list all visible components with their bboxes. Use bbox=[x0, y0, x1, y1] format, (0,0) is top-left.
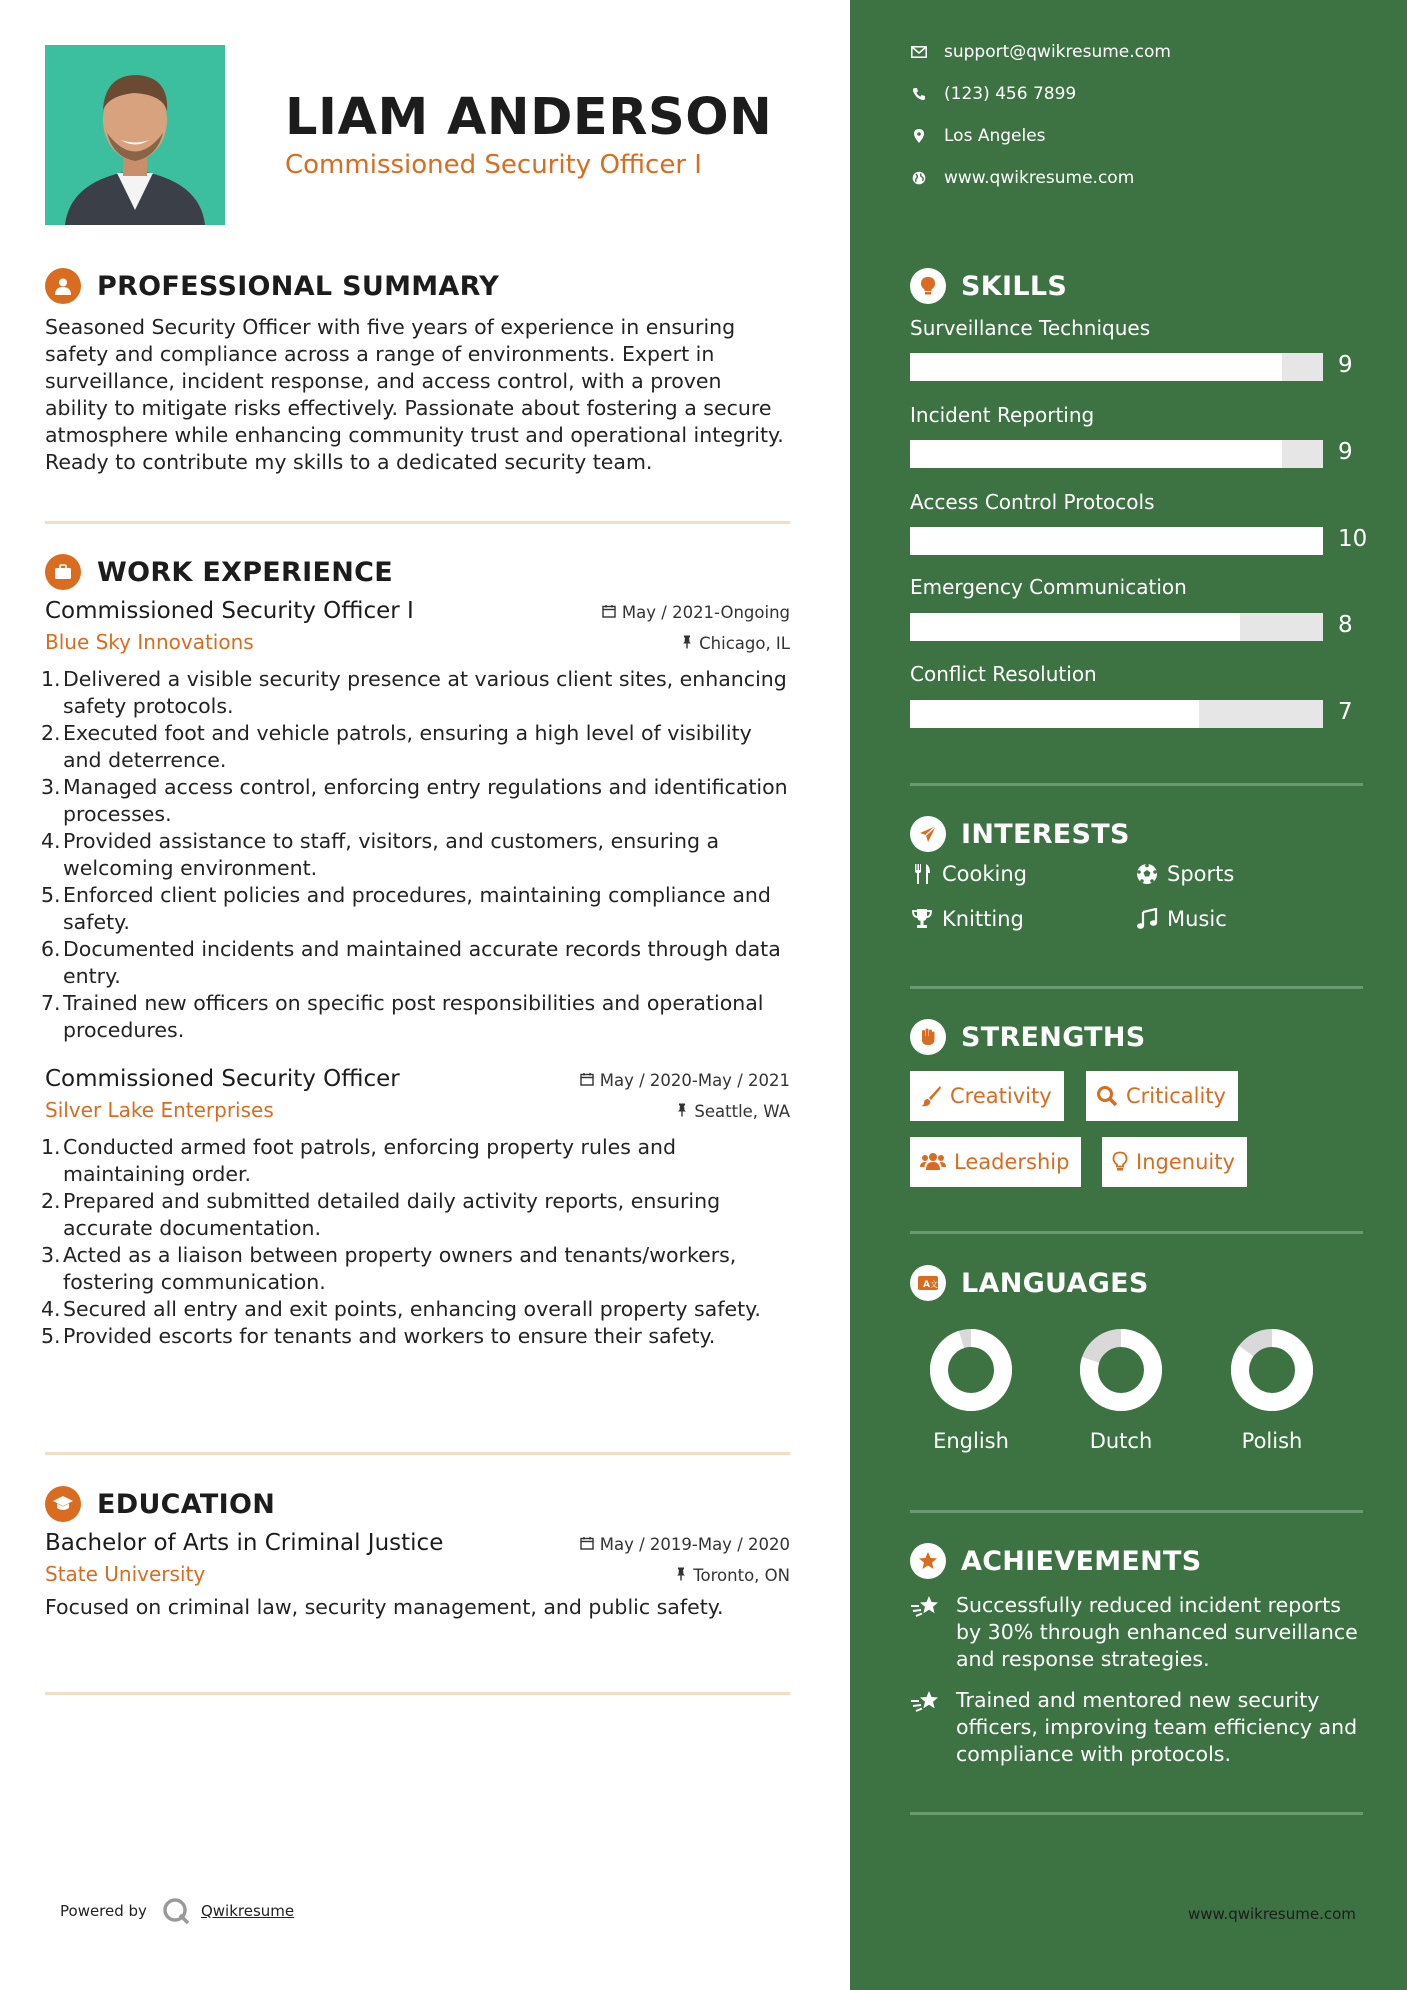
contact-website: www.qwikresume.com bbox=[910, 168, 1134, 188]
job-title: Commissioned Security Officer I bbox=[45, 598, 414, 624]
footer-powered-by bbox=[60, 1896, 294, 1926]
list-item: 4. Provided assistance to staff, visitors, and customers, ensuring a welcoming environment. bbox=[41, 829, 720, 880]
globe-icon bbox=[910, 171, 928, 185]
language-ring bbox=[926, 1325, 1016, 1415]
envelope-icon bbox=[910, 46, 928, 58]
qwikresume-link[interactable]: Qwikresume bbox=[200, 1902, 295, 1920]
skill-bar bbox=[910, 613, 1323, 641]
list-item: 2. Prepared and submitted detailed daily activity reports, ensuring accurate documentation. bbox=[41, 1189, 721, 1240]
skill-label: Surveillance Techniques bbox=[910, 316, 1151, 340]
svg-text:文: 文 bbox=[930, 1280, 938, 1289]
list-item: 2. Executed foot and vehicle patrols, ensuring a high level of visibility and deterrence. bbox=[41, 721, 752, 772]
strength-badge: Criticality bbox=[1086, 1071, 1238, 1121]
pin-icon bbox=[676, 1102, 688, 1121]
skill-value: 8 bbox=[1338, 612, 1353, 638]
candidate-title: Commissioned Security Officer I bbox=[285, 150, 702, 180]
candidate-name: LIAM ANDERSON bbox=[285, 88, 773, 147]
school-name: State University bbox=[45, 1562, 206, 1586]
skill-fill bbox=[910, 527, 1323, 555]
skill-fill bbox=[910, 613, 1240, 641]
job-title: Commissioned Security Officer bbox=[45, 1066, 400, 1092]
strength-badge: Leadership bbox=[910, 1137, 1081, 1187]
list-item: 6. Documented incidents and maintained accurate records through data entry. bbox=[41, 937, 781, 988]
contact-email: support@qwikresume.com bbox=[910, 42, 1171, 62]
duty-list bbox=[41, 666, 790, 1044]
skill-fill bbox=[910, 353, 1282, 381]
profile-photo bbox=[45, 45, 225, 225]
paper-plane-icon bbox=[910, 816, 946, 852]
list-item: 1. Conducted armed foot patrols, enforcing property rules and maintaining order. bbox=[41, 1135, 677, 1186]
skill-bar bbox=[910, 353, 1323, 381]
graduation-cap-icon bbox=[45, 1486, 81, 1522]
divider bbox=[910, 1510, 1363, 1513]
interest-item: Music bbox=[1135, 907, 1227, 931]
job-entry bbox=[41, 598, 790, 1044]
skill-bar bbox=[910, 440, 1323, 468]
language-label: Dutch bbox=[1089, 1429, 1153, 1453]
qwikresume-logo-icon bbox=[161, 1896, 191, 1926]
divider bbox=[910, 1812, 1363, 1815]
experience-section bbox=[41, 552, 790, 1350]
skill-label: Conflict Resolution bbox=[910, 662, 1097, 686]
skill-fill bbox=[910, 440, 1282, 468]
list-item: 5. Enforced client policies and procedures, maintaining compliance and safety. bbox=[41, 883, 771, 934]
job-location: Seattle, WA bbox=[676, 1102, 790, 1121]
utensils-icon bbox=[910, 863, 934, 885]
job-entry bbox=[41, 1066, 790, 1350]
search-icon bbox=[1096, 1085, 1118, 1107]
degree: Bachelor of Arts in Criminal Justice bbox=[45, 1530, 444, 1556]
svg-text:A: A bbox=[923, 1280, 930, 1290]
lightbulb-icon bbox=[910, 268, 946, 304]
fist-icon bbox=[910, 1019, 946, 1055]
achievement-item bbox=[910, 1687, 1370, 1768]
education-entry bbox=[45, 1530, 790, 1621]
strength-badge: Creativity bbox=[910, 1071, 1064, 1121]
skill-fill bbox=[910, 700, 1199, 728]
skill-value: 9 bbox=[1338, 439, 1353, 465]
interest-item: Cooking bbox=[910, 862, 1027, 886]
skill-value: 7 bbox=[1338, 699, 1353, 725]
language-label: Polish bbox=[1241, 1429, 1303, 1453]
education-location: Toronto, ON bbox=[675, 1566, 790, 1585]
briefcase-icon bbox=[45, 554, 81, 590]
map-marker-icon bbox=[910, 129, 928, 143]
pin-icon bbox=[681, 634, 693, 653]
divider bbox=[910, 986, 1363, 989]
skill-bar bbox=[910, 700, 1323, 728]
phone-icon bbox=[910, 87, 928, 101]
summary-text: Seasoned Security Officer with five years of experience in ensuring safety and compliance across a range of environments. Expert in surveillance, incident response, and access control, with a proven ability to mitigate risks effectively. Passionate about fostering a secure atmosphere while enhancing community trust and operational integrity. Ready to contribute my skills to a dedicated security team. bbox=[45, 315, 784, 474]
interest-item: Knitting bbox=[910, 907, 1024, 931]
strengths-header bbox=[910, 1017, 1146, 1057]
divider bbox=[910, 1231, 1363, 1234]
company-name: Blue Sky Innovations bbox=[45, 630, 254, 654]
job-date: May / 2021-Ongoing bbox=[602, 603, 790, 622]
duty-list bbox=[41, 1134, 790, 1350]
achievement-text: Trained and mentored new security officers, improving team efficiency and compliance with protocols. bbox=[956, 1688, 1358, 1766]
skill-label: Access Control Protocols bbox=[910, 490, 1155, 514]
achievement-text: Successfully reduced incident reports by 30% through enhanced surveillance and response strategies. bbox=[956, 1593, 1358, 1671]
language-ring bbox=[1076, 1325, 1166, 1415]
skill-label: Emergency Communication bbox=[910, 575, 1187, 599]
shooting-star-icon bbox=[910, 1687, 944, 1768]
language-item bbox=[1061, 1325, 1181, 1453]
calendar-icon bbox=[580, 1535, 594, 1554]
list-item: 1. Delivered a visible security presence at various client sites, enhancing safety protocols. bbox=[41, 667, 787, 718]
list-item: 4. Secured all entry and exit points, enhancing overall property safety. bbox=[41, 1297, 761, 1321]
language-item bbox=[911, 1325, 1031, 1453]
shooting-star-icon bbox=[910, 1592, 944, 1673]
education-date: May / 2019-May / 2020 bbox=[580, 1535, 790, 1554]
list-item: 7. Trained new officers on specific post responsibilities and operational procedures. bbox=[41, 991, 764, 1042]
education-description: Focused on criminal law, security management, and public safety. bbox=[45, 1595, 724, 1619]
paintbrush-icon bbox=[920, 1085, 942, 1107]
summary-section bbox=[45, 266, 790, 476]
star-badge-icon bbox=[910, 1543, 946, 1579]
user-icon bbox=[45, 268, 81, 304]
education-section bbox=[45, 1484, 790, 1621]
summary-heading: PROFESSIONAL SUMMARY bbox=[97, 270, 500, 302]
skill-value: 9 bbox=[1338, 352, 1353, 378]
skills-heading: SKILLS bbox=[961, 270, 1068, 302]
contact-location: Los Angeles bbox=[910, 126, 1046, 146]
pin-icon bbox=[675, 1566, 687, 1585]
education-heading: EDUCATION bbox=[97, 1488, 276, 1520]
strengths-heading: STRENGTHS bbox=[961, 1021, 1146, 1053]
sidebar bbox=[850, 0, 1407, 1990]
experience-heading: WORK EXPERIENCE bbox=[97, 556, 393, 588]
interests-header bbox=[910, 814, 1130, 854]
list-item: 5. Provided escorts for tenants and workers to ensure their safety. bbox=[41, 1324, 716, 1348]
job-date: May / 2020-May / 2021 bbox=[580, 1071, 790, 1090]
lightbulb-icon bbox=[1112, 1151, 1128, 1173]
powered-by-text: Powered by bbox=[60, 1902, 147, 1920]
calendar-icon bbox=[602, 603, 616, 622]
skill-label: Incident Reporting bbox=[910, 403, 1095, 427]
job-location: Chicago, IL bbox=[681, 634, 790, 653]
interest-item: Sports bbox=[1135, 862, 1234, 886]
users-icon bbox=[920, 1151, 946, 1173]
achievements-heading: ACHIEVEMENTS bbox=[961, 1545, 1202, 1577]
languages-heading: LANGUAGES bbox=[961, 1267, 1149, 1299]
skill-bar bbox=[910, 527, 1323, 555]
achievements-header bbox=[910, 1541, 1202, 1581]
trophy-icon bbox=[910, 908, 934, 930]
footer-website[interactable]: www.qwikresume.com bbox=[1188, 1905, 1356, 1923]
strength-badge: Ingenuity bbox=[1102, 1137, 1247, 1187]
divider bbox=[45, 521, 790, 524]
language-ring bbox=[1227, 1325, 1317, 1415]
interests-heading: INTERESTS bbox=[961, 818, 1130, 850]
list-item: 3. Managed access control, enforcing entry regulations and identification processes. bbox=[41, 775, 788, 826]
contact-phone: (123) 456 7899 bbox=[910, 84, 1076, 104]
company-name: Silver Lake Enterprises bbox=[45, 1098, 274, 1122]
list-item: 3. Acted as a liaison between property owners and tenants/workers, fostering communication. bbox=[41, 1243, 737, 1294]
skill-value: 10 bbox=[1338, 526, 1368, 552]
divider bbox=[910, 783, 1363, 786]
skills-header bbox=[910, 266, 1067, 306]
music-note-icon bbox=[1135, 908, 1159, 930]
divider bbox=[45, 1452, 790, 1455]
language-item bbox=[1212, 1325, 1332, 1453]
achievement-item bbox=[910, 1592, 1370, 1673]
soccer-ball-icon bbox=[1135, 863, 1159, 885]
translate-icon bbox=[910, 1265, 946, 1301]
divider bbox=[45, 1692, 790, 1695]
languages-header bbox=[910, 1263, 1149, 1303]
calendar-icon bbox=[580, 1071, 594, 1090]
language-label: English bbox=[933, 1429, 1009, 1453]
